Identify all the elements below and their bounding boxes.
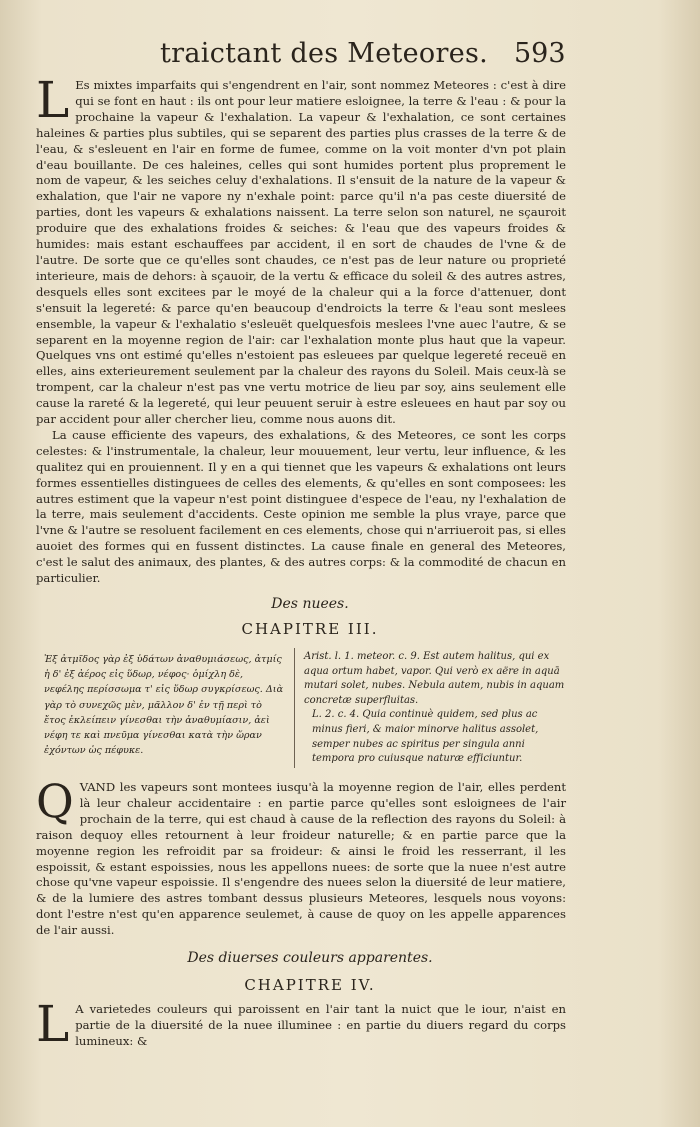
intro-text: Es mixtes imparfaits qui s'engendrent en l'air, sont nommez Meteores : c'est à dire qui se font en haut : ils ont pour leur matiere esloignee, la terre & l'eau : & pour la prochaine la vapeur & l'exhalation. La vapeur & l'exhalation, ce sont certaines haleines & parties plus subtiles, qui se separent des parties plus crasses de la terre & de l'eau, & s'esleuent en l'air en forme de fumee, comme on la voit monter d'vn pot plain d'eau bouillante. De ces haleines, celles qui sont humides portent plus proprement le nom de vapeur, & les seiches celuy d'exhalations. Il s'ensuit de la nature de la vapeur & exhalation, que l'air ne vapore ny n'exhale point: parce qu'il n'a pas ceste diuersité de parties, dont les vapeurs & exhalations naissent. La terre selon son naturel, ne sçauroit produire que des exhalations froides & seiches: & l'eau que des vapeurs froides & humides: mais estant eschauffees par accident, il en sort de chaudes de l'vne & de l'autre. De sorte que ce qu'elles sont chaudes, ce n'est pas de leur nature ou proprieté interieure, mais de dehors: à sçauoir, de la vertu & efficace du soleil & des autres astres, desquels elles sont excitees par le moyé de la chaleur qui a la force d'attenuer, dont s'ensuit la legereté: & parce qu'en beaucoup d'endroicts la terre & l'eau sont meslees ensemble, la vapeur & l'exhalatio s'esleuët quelquesfois meslees l'vne auec l'autre, & se separent en la moyenne region de l'air: car l'exhalation monte plus haut que la vapeur. Quelques vns ont estimé qu'elles n'estoient pas esleuees par quelque legereté receuë en elles, ains exterieurement seulement par la chaleur des rayons du Soleil. Mais ceux-là se trompent, car la chaleur n'est pas vne vertu motrice de lieu par soy, ains seulement elle cause la rareté & la legereté, qui leur peuuent seruir à estre esleuees en haut par soy ou par accident pour aller chercher lieu, comme nous auons dit.	[36, 78, 566, 427]
section-title-couleurs: Des diuerses couleurs apparentes.	[187, 950, 433, 966]
section-title-nuees: Des nuees.	[271, 596, 349, 612]
chapter-heading-4: CHAPITRE IV.	[244, 976, 376, 994]
marginal-text-1: Est autem halitus, qui ex aqua ortum habet, vapor. Qui verò ex aëre in aquā mutari solet, nubes. Nebula autem, nubis in aquam concretæ superfluitas.	[304, 651, 565, 706]
chapter-heading-3: CHAPITRE III.	[241, 620, 379, 638]
running-head: traictant des Meteores.	[160, 38, 489, 69]
nuees-block	[36, 774, 566, 939]
drop-cap: L	[36, 71, 70, 129]
intro-paragraph	[36, 71, 566, 428]
column-divider	[294, 648, 295, 768]
drop-cap-q: Q	[36, 774, 74, 828]
couleurs-text: A varietedes couleurs qui paroissent en l'air tant la nuict que le iour, n'aist en partie de la diuersité de la nuee illuminee : en partie du diuers regard du corps lumineux: &	[75, 1002, 566, 1048]
page-number: 593	[514, 38, 566, 69]
marginal-citation-1: Arist. l. 1. meteor. c. 9. Est autem halitus, qui ex aqua ortum habet, vapor. Qui verò ex aëre in aquā mutari solet, nubes. Nebula autem, nubis in aquam concretæ superfluitas.	[304, 651, 565, 706]
nuees-paragraph	[36, 774, 566, 939]
cause-paragraph: La cause efficiente des vapeurs, des exhalations, & des Meteores, ce sont les corps celestes: & l'instrumentale, la chaleur, leur mouuement, leur vertu, leur influence, & les qualitez qui en prouiennent. Il y en a qui tiennet que les vapeurs & exhalations ont leurs formes essentielles distinguees de celles des elements, & qu'elles en sont composees: les autres estiment que la vapeur n'est point distinguee d'espece de l'eau, ny l'exhalation de la terre, mais seulement d'accidents. Ceste opinion me semble la plus vraye, parce que l'vne & l'autre se resoluent facilement en ces elements, chose qui n'arriueroit pas, si elles auoiet des formes qui en fussent distinctes. La cause finale en general des Meteores, c'est le salut des animaux, des plantes, & des autres corps: & la commodité de chacun en particulier.	[36, 427, 566, 586]
couleurs-block	[36, 995, 566, 1053]
greek-quotation: Ἐξ ἀτμῖδος γὰρ ἐξ ὑδάτων ἀναθυμιάσεως, ἀτμίς ἡ δ' ἐξ ἀέρος εἰς ὕδωρ, νέφος· ὁμίχλη δὲ, νεφέλης περίσσωμα τ' εἰς ὕδωρ συγκρίσεως. Διὰ γὰρ τὸ συνεχῶς μὲν, μᾶλλον δ' ἐν τῇ περὶ τὸ ἔτος ἐκλείπειν γίνεσθαι τὴν ἀναθυμίασιν, ἀεὶ νέφη τε καὶ πνεῦμα γίνεσθαι κατὰ τὴν ὥραν ἐχόντων ὡς πέφυκε.	[44, 654, 284, 757]
latin-marginal-note	[304, 650, 566, 767]
intro-block	[36, 71, 566, 587]
nuees-text: VAND les vapeurs sont montees iusqu'à la moyenne region de l'air, elles perdent là leur chaleur accidentaire : en partie parce qu'elles sont esloignees de l'air prochain de la terre, qui est chaud à cause de la reflection des rayons du Soleil: à raison dequoy elles retournent à leur froideur naturelle; & en partie parce que la moyenne region les refroidit par sa froideur: & ainsi le froid les resserrant, il les espoissit, & estant espoissies, nous les appellons nuees: de sorte que la nuee n'est autre chose qu'vne vapeur espoissie. Il s'engendre des nuees selon la diuersité de leur matiere, & de la lumiere des astres tombant dessus plusieurs Meteores, lesquels nous voyons: dont l'estre n'est qu'en apparence seulemet, à cause de quoy on les appelle apparences de l'air aussi.	[36, 780, 566, 938]
drop-cap-l2: L	[36, 995, 70, 1053]
marginal-text-2: Quia continuè quidem, sed plus ac minus fieri, & maior minorve halitus assolet, semper nubes ac spiritus per singula anni tempora pro cuiusque naturæ efficiuntur.	[312, 709, 539, 765]
page-header	[0, 38, 700, 74]
couleurs-paragraph	[36, 995, 566, 1053]
marginal-citation-2: L. 2. c. 4. Quia continuè quidem, sed plus ac minus fieri, & maior minorve halitus assolet, semper nubes ac spiritus per singula anni tempora pro cuiusque naturæ efficiuntur.	[312, 709, 539, 765]
